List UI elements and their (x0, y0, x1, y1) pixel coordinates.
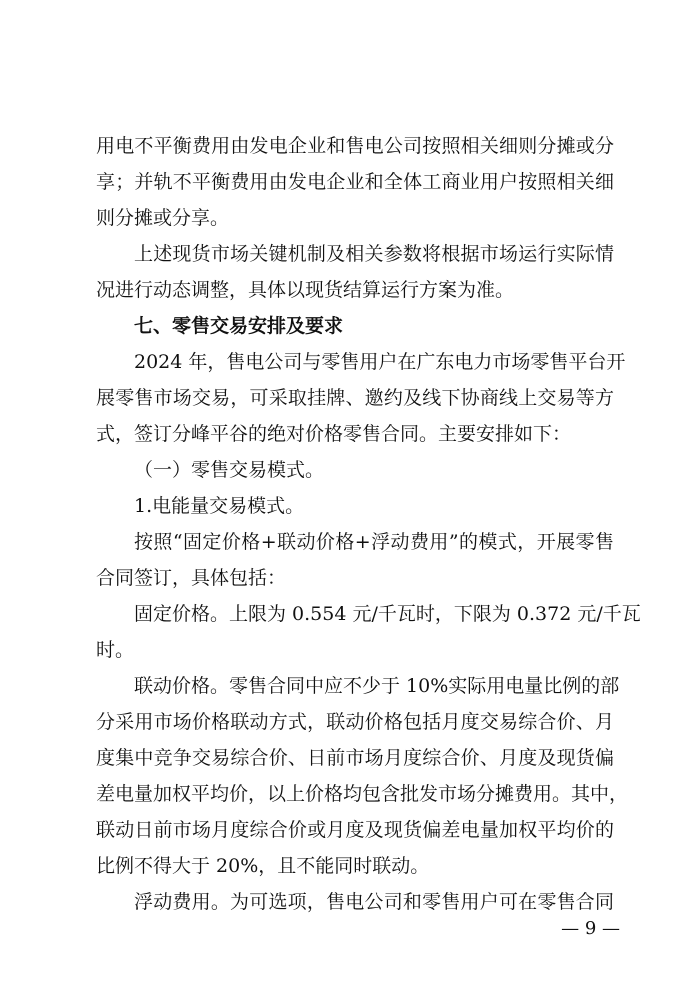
body-text-line: 2024 年，售电公司与零售用户在广东电力市场零售平台开 (134, 351, 626, 373)
body-text-line: 用电不平衡费用由发电企业和售电公司按照相关细则分摊或分 (96, 135, 614, 157)
body-text-line: 展零售市场交易，可采取挂牌、邀约及线下协商线上交易等方 (96, 387, 614, 409)
body-text-line: 式，签订分峰平谷的绝对价格零售合同。主要安排如下： (96, 423, 572, 445)
body-text-line: 差电量加权平均价，以上价格均包含批发市场分摊费用。其中， (96, 783, 629, 805)
subsection-heading: （一）零售交易模式。 (134, 459, 325, 481)
body-text-line: 联动价格。零售合同中应不少于 10%实际用电量比例的部 (134, 675, 620, 697)
page-number: — 9 — (561, 918, 620, 939)
body-text-line: 联动日前市场月度综合价或月度及现货偏差电量加权平均价的 (96, 819, 614, 841)
body-text-line: 比例不得大于 20%，且不能同时联动。 (96, 855, 430, 877)
section-heading: 七、零售交易安排及要求 (134, 315, 344, 337)
item-heading: 1.电能量交易模式。 (134, 495, 305, 517)
body-text-line: 况进行动态调整，具体以现货结算运行方案为准。 (96, 279, 515, 301)
body-text-line: 享；并轨不平衡费用由发电企业和全体工商业用户按照相关细 (96, 171, 614, 193)
body-text-line: 固定价格。上限为 0.554 元/千瓦时，下限为 0.372 元/千瓦 (134, 603, 641, 625)
body-text-line: 浮动费用。为可选项，售电公司和零售用户可在零售合同 (134, 891, 614, 913)
body-text-line: 按照“固定价格+联动价格+浮动费用”的模式，开展零售 (134, 531, 614, 553)
body-text-line: 时。 (96, 639, 135, 661)
body-text-line: 度集中竞争交易综合价、日前市场月度综合价、月度及现货偏 (96, 747, 614, 769)
body-text-line: 分采用市场价格联动方式，联动价格包括月度交易综合价、月 (96, 711, 614, 733)
body-text-line: 合同签订，具体包括： (96, 567, 287, 589)
body-text-line: 则分摊或分享。 (96, 207, 230, 229)
body-text-line: 上述现货市场关键机制及相关参数将根据市场运行实际情 (134, 243, 614, 265)
